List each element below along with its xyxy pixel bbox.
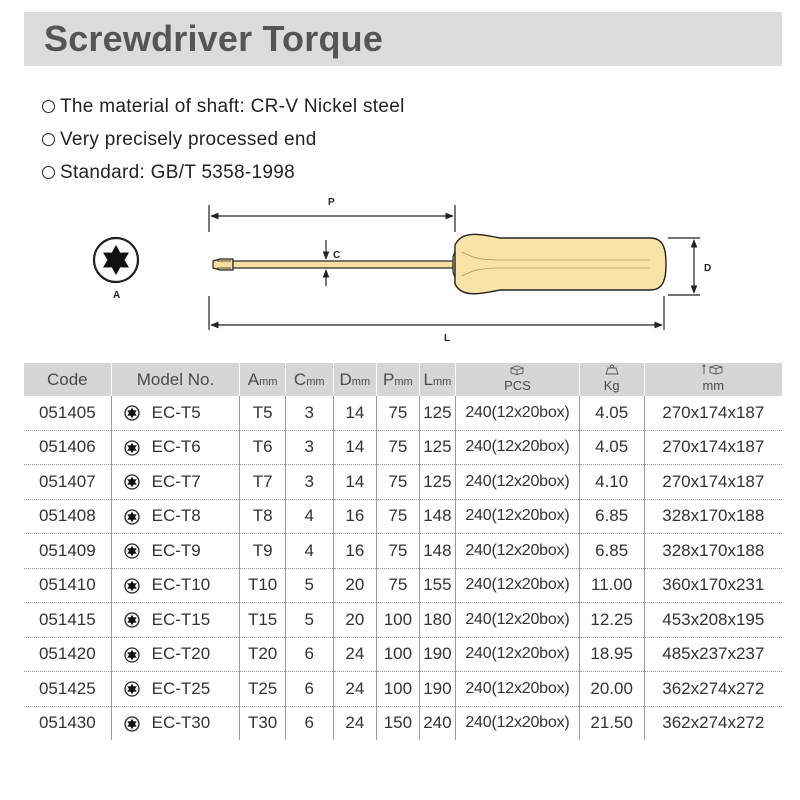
cell-d: 16	[333, 534, 377, 569]
cell-c: 5	[285, 603, 333, 638]
table-row	[24, 499, 782, 534]
torx-icon	[124, 681, 140, 697]
cell-l: 125	[419, 396, 455, 430]
cell-size: 270x174x187	[644, 396, 782, 430]
cell-model: EC-T5	[111, 396, 240, 430]
cell-d: 14	[333, 396, 377, 430]
cell-a: T9	[240, 534, 286, 569]
feature-text: The material of shaft: CR-V Nickel steel	[60, 95, 405, 117]
table-row	[24, 568, 782, 603]
cell-a: T15	[240, 603, 286, 638]
cell-d: 24	[333, 672, 377, 707]
torx-icon	[124, 716, 140, 732]
feature-list	[42, 90, 405, 189]
torx-icon	[124, 578, 140, 594]
cell-pcs: 240(12x20box)	[456, 396, 580, 430]
cell-size: 362x274x272	[662, 713, 765, 733]
cell-kg: 4.05	[579, 430, 644, 465]
cell-p: 100	[377, 672, 420, 707]
cell-code: 051420	[24, 637, 111, 672]
cell-p: 75	[377, 430, 420, 465]
torx-icon	[124, 647, 140, 663]
cell-a: T20	[240, 637, 286, 672]
cell-l: 190	[419, 637, 455, 672]
cell-size: 453x208x195	[644, 603, 782, 638]
cell-size: 270x174x187	[644, 430, 782, 465]
cell-size: 270x174x187	[644, 465, 782, 500]
weight-icon	[605, 364, 619, 375]
cell-pcs: 240(12x20box)	[456, 534, 580, 569]
cell-d: 14	[333, 465, 377, 500]
cell-d: 24	[333, 706, 377, 740]
dim-label-l: L	[444, 333, 451, 344]
cell-model: EC-T30	[111, 706, 240, 740]
cell-model: EC-T25	[111, 672, 240, 707]
feature-item	[42, 123, 405, 156]
box-icon	[510, 365, 524, 375]
cell-model: EC-T7	[111, 465, 240, 500]
cell-c: 3	[285, 465, 333, 500]
feature-item	[42, 90, 405, 123]
cell-l: 125	[419, 430, 455, 465]
circle-bullet-icon	[42, 100, 55, 113]
col-header-c: Cmm	[285, 363, 333, 396]
cell-l: 125	[419, 465, 455, 500]
cell-code: 051407	[24, 465, 111, 500]
torx-icon	[124, 405, 140, 421]
cell-code: 051425	[24, 672, 111, 707]
cell-a: T6	[240, 430, 286, 465]
cell-code: 051406	[24, 430, 111, 465]
col-header-a: Amm	[240, 363, 286, 396]
cell-c: 5	[285, 568, 333, 603]
cell-model: EC-T10	[111, 568, 240, 603]
cell-l: 180	[419, 603, 455, 638]
dim-label-a: A	[113, 290, 121, 301]
cell-c: 6	[285, 637, 333, 672]
torx-icon	[124, 509, 140, 525]
cell-pcs: 240(12x20box)	[456, 637, 580, 672]
cell-l: 148	[419, 534, 455, 569]
cell-kg: 11.00	[579, 568, 644, 603]
screwdriver-outline	[213, 234, 666, 293]
col-header-d: Dmm	[333, 363, 377, 396]
cell-size: 362x274x272	[644, 672, 782, 707]
cell-pcs: 240(12x20box)	[456, 465, 580, 500]
circle-bullet-icon	[42, 166, 55, 179]
feature-text: Very precisely processed end	[60, 128, 317, 150]
cell-c: 4	[285, 499, 333, 534]
cell-code: 051430	[24, 706, 111, 740]
table-row	[24, 534, 782, 569]
cell-pcs: 240(12x20box)	[456, 430, 580, 465]
cell-model: EC-T15	[111, 603, 240, 638]
torx-icon	[124, 474, 140, 490]
table-row	[24, 706, 782, 740]
col-header-dimensions: mm	[644, 363, 782, 396]
cell-kg: 6.85	[579, 499, 644, 534]
cell-kg: 18.95	[579, 637, 644, 672]
cell-kg: 4.10	[579, 465, 644, 500]
cell-code: 051408	[24, 499, 111, 534]
cell-model: EC-T9	[111, 534, 240, 569]
table-row	[24, 465, 782, 500]
table-row	[24, 672, 782, 707]
cell-d: 20	[333, 568, 377, 603]
cell-a: T8	[240, 499, 286, 534]
cell-kg: 6.85	[579, 534, 644, 569]
cell-p: 75	[377, 396, 420, 430]
torx-tip-icon	[94, 238, 138, 282]
cell-l: 155	[419, 568, 455, 603]
cell-d: 24	[333, 637, 377, 672]
cell-code: 051415	[24, 603, 111, 638]
cell-kg: 12.25	[579, 603, 644, 638]
feature-item	[42, 156, 405, 189]
col-header-model: Model No.	[111, 363, 240, 396]
page-title: Screwdriver Torque	[44, 18, 384, 59]
cell-d: 16	[333, 499, 377, 534]
spec-table	[24, 363, 782, 740]
table-row	[24, 430, 782, 465]
torx-icon	[124, 543, 140, 559]
table-row	[24, 396, 782, 430]
cell-c: 3	[285, 430, 333, 465]
screwdriver-diagram	[0, 190, 800, 350]
feature-text: Standard: GB/T 5358-1998	[60, 161, 296, 183]
cell-p: 100	[377, 603, 420, 638]
col-header-l: Lmm	[419, 363, 455, 396]
cell-p: 150	[377, 706, 420, 740]
cell-pcs: 240(12x20box)	[456, 499, 580, 534]
table-header-row	[24, 363, 782, 396]
cell-l: 240	[419, 706, 455, 740]
cell-size: 360x170x231	[644, 568, 782, 603]
cell-d: 20	[333, 603, 377, 638]
cell-pcs: 240(12x20box)	[456, 706, 580, 740]
cell-a: T5	[240, 396, 286, 430]
cell-p: 100	[377, 637, 420, 672]
col-header-kg: Kg	[579, 363, 644, 396]
carton-size-icon	[702, 364, 724, 375]
cell-c: 6	[285, 706, 333, 740]
cell-model: EC-T6	[111, 430, 240, 465]
col-header-p: Pmm	[377, 363, 420, 396]
cell-c: 4	[285, 534, 333, 569]
cell-a: T30	[240, 706, 286, 740]
table-row	[24, 637, 782, 672]
cell-size: 328x170x188	[644, 499, 782, 534]
dim-label-d: D	[704, 263, 712, 274]
cell-size: 328x170x188	[644, 534, 782, 569]
cell-size: 485x237x237	[644, 637, 782, 672]
cell-kg: 20.00	[579, 672, 644, 707]
cell-l: 190	[419, 672, 455, 707]
cell-a: T10	[240, 568, 286, 603]
col-header-code: Code	[24, 363, 111, 396]
title-bar	[24, 12, 782, 66]
cell-a: T25	[240, 672, 286, 707]
cell-p: 75	[377, 568, 420, 603]
circle-bullet-icon	[42, 133, 55, 146]
cell-p: 75	[377, 499, 420, 534]
cell-code: 051409	[24, 534, 111, 569]
cell-c: 6	[285, 672, 333, 707]
cell-kg: 21.50	[579, 706, 644, 740]
dim-label-c: C	[333, 250, 341, 261]
dim-label-p: P	[328, 197, 335, 208]
col-header-pcs: PCS	[456, 363, 580, 396]
table-row	[24, 603, 782, 638]
torx-icon	[124, 440, 140, 456]
cell-c: 3	[285, 396, 333, 430]
cell-pcs: 240(12x20box)	[456, 603, 580, 638]
cell-kg: 4.05	[579, 396, 644, 430]
cell-p: 75	[377, 534, 420, 569]
cell-model: EC-T8	[111, 499, 240, 534]
cell-pcs: 240(12x20box)	[456, 568, 580, 603]
cell-p: 75	[377, 465, 420, 500]
cell-a: T7	[240, 465, 286, 500]
cell-code: 051410	[24, 568, 111, 603]
cell-code: 051405	[24, 396, 111, 430]
cell-l: 148	[419, 499, 455, 534]
torx-icon	[124, 612, 140, 628]
cell-pcs: 240(12x20box)	[456, 672, 580, 707]
cell-d: 14	[333, 430, 377, 465]
cell-model: EC-T20	[111, 637, 240, 672]
